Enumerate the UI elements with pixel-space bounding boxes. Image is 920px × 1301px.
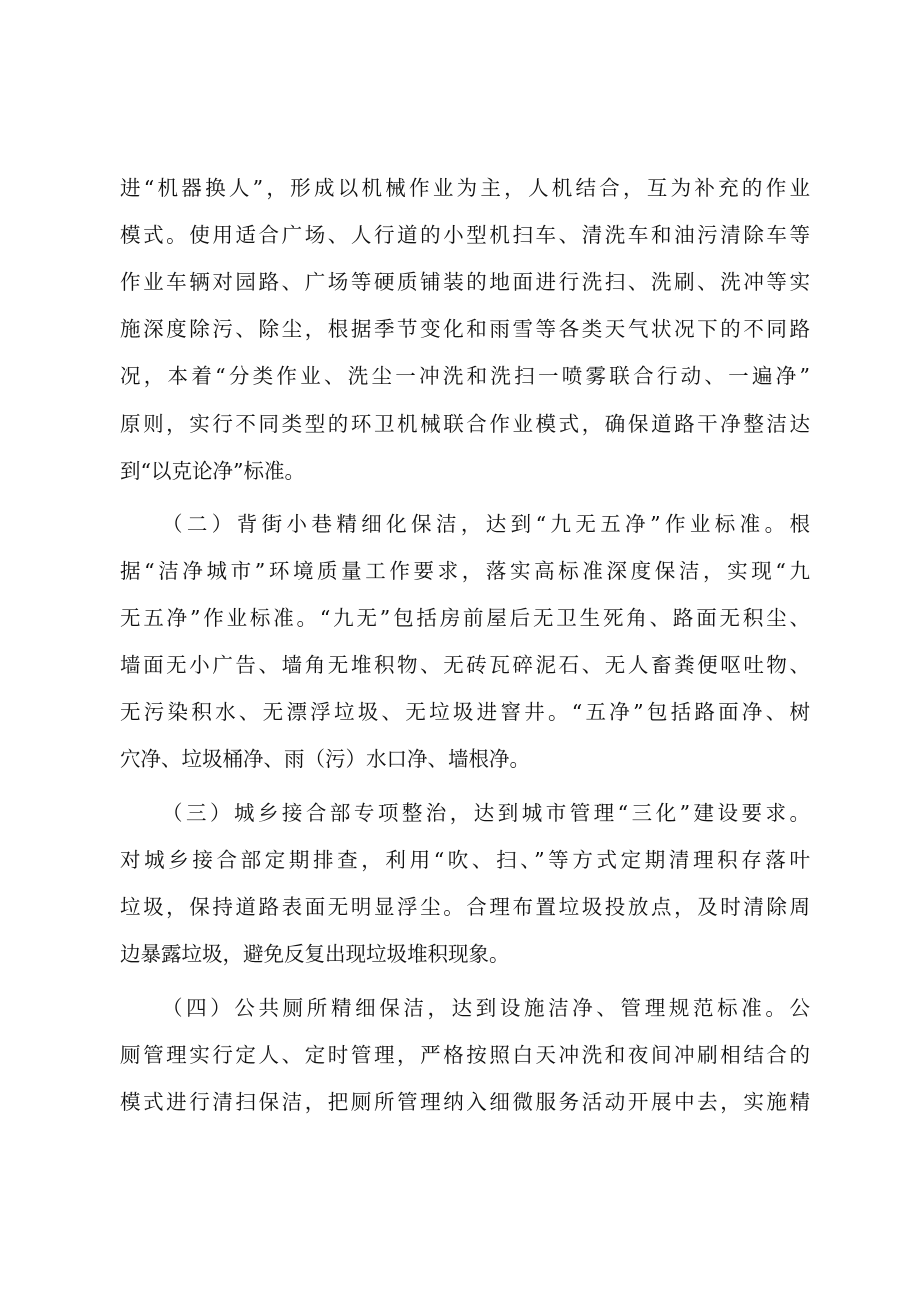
text-line: 模式进行清扫保洁，把厕所管理纳入细微服务活动开展中去，实施精	[120, 1090, 810, 1114]
text-line: 到“以克论净”标准。	[120, 459, 305, 483]
text-line: 无污染积水、无漂浮垃圾、无垃圾进窨井。“五净”包括路面净、树	[120, 700, 810, 724]
text-line: 原则，实行不同类型的环卫机械联合作业模式，确保道路干净整洁达	[120, 412, 810, 436]
text-line: 垃圾，保持道路表面无明显浮尘。合理布置垃圾投放点，及时清除周	[120, 895, 810, 919]
text-line: 无五净”作业标准。“九无”包括房前屋后无卫生死角、路面无积尘、	[120, 606, 810, 630]
text-line: 墙面无小广告、墙角无堆积物、无砖瓦碎泥石、无人畜粪便呕吐物、	[120, 653, 810, 677]
text-line: 据“洁净城市”环境质量工作要求，落实高标准深度保洁，实现“九	[120, 559, 810, 583]
text-line: 作业车辆对园路、广场等硬质铺装的地面进行洗扫、洗刷、洗冲等实	[120, 270, 810, 294]
text-line: 模式。使用适合广场、人行道的小型机扫车、清洗车和油污清除车等	[120, 223, 810, 247]
section-heading-line: （三）城乡接合部专项整治，达到城市管理“三化”建设要求。	[162, 801, 810, 825]
text-line: 进“机器换人”，形成以机械作业为主，人机结合，互为补充的作业	[120, 176, 810, 200]
text-line: 边暴露垃圾，避免反复出现垃圾堆积现象。	[120, 942, 510, 966]
text-line: 施深度除污、除尘，根据季节变化和雨雪等各类天气状况下的不同路	[120, 317, 810, 341]
text-line: 厕管理实行定人、定时管理，严格按照白天冲洗和夜间冲刷相结合的	[120, 1043, 810, 1067]
section-heading-line: （二）背街小巷精细化保洁，达到“九无五净”作业标准。根	[162, 512, 810, 536]
text-line: 穴净、垃圾桶净、雨（污）水口净、墙根净。	[120, 747, 530, 771]
section-heading-line: （四）公共厕所精细保洁，达到设施洁净、管理规范标准。公	[162, 996, 810, 1020]
text-line: 对城乡接合部定期排查，利用“吹、扫、”等方式定期清理积存落叶	[120, 848, 810, 872]
text-line: 况，本着“分类作业、洗尘一冲洗和洗扫一喷雾联合行动、一遍净”	[120, 364, 810, 388]
